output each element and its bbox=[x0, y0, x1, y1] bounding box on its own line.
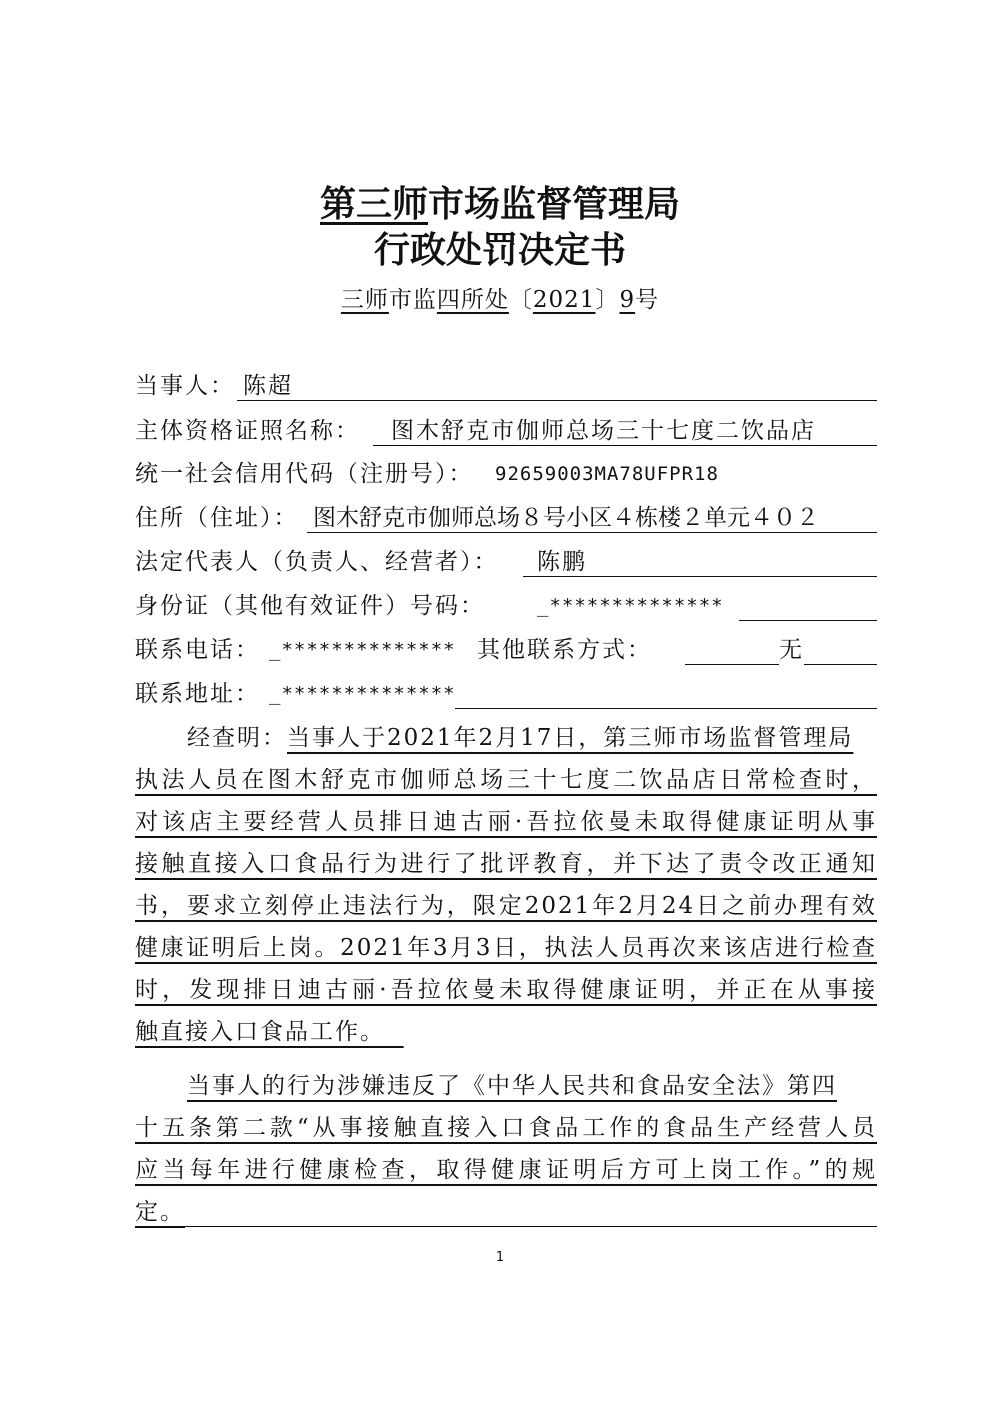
underline-rule bbox=[185, 1226, 877, 1227]
document-number bbox=[0, 282, 1000, 318]
doc-number-part: 〔 bbox=[508, 287, 533, 313]
page-number: 1 bbox=[495, 1250, 505, 1265]
findings-line: 接触直接入口食品行为进行了批评教育，并下达了责令改正通知 bbox=[135, 851, 877, 877]
doc-number-part: 号 bbox=[635, 287, 660, 313]
paragraph-line bbox=[135, 1149, 877, 1191]
paragraph-line bbox=[135, 843, 877, 885]
address-label: 住所（住址）： bbox=[135, 499, 301, 537]
findings-paragraph bbox=[135, 717, 877, 1053]
paragraph-line bbox=[135, 927, 877, 969]
id-number-field bbox=[135, 587, 877, 625]
findings-line: 健康证明后上岗。2021年3月3日，执法人员再次来该店进行检查 bbox=[135, 935, 877, 961]
paragraph-line bbox=[135, 1191, 877, 1233]
contact-address-value: _************** bbox=[269, 683, 456, 705]
phone-value: _************** bbox=[269, 639, 456, 661]
license-name-field bbox=[135, 412, 877, 450]
paragraph-line bbox=[135, 885, 877, 927]
agency-title-underlined: 第三师 bbox=[319, 183, 428, 225]
legal-rep-field bbox=[135, 543, 877, 581]
underline-rule bbox=[739, 620, 877, 621]
address-value: 图木舒克市伽师总场８号小区４栋楼２单元４０２ bbox=[313, 505, 819, 531]
doc-number-part: 三师 bbox=[340, 287, 389, 313]
findings-label: 经查明： bbox=[187, 725, 287, 751]
paragraph-line bbox=[135, 969, 877, 1011]
contact-address-label: 联系地址： bbox=[135, 675, 262, 713]
credit-code-label: 统一社会信用代码（注册号）： bbox=[135, 455, 476, 493]
party-name-value: 陈超 bbox=[243, 373, 293, 399]
credit-code-value: 92659003MA78UFPR18 bbox=[495, 463, 719, 485]
license-name-label: 主体资格证照名称： bbox=[135, 412, 362, 450]
other-contact-value: 无 bbox=[779, 631, 804, 669]
doc-number-part: 2021 bbox=[532, 287, 596, 313]
paragraph-line bbox=[135, 1011, 877, 1053]
phone-label: 联系电话： bbox=[135, 631, 262, 669]
findings-line: 对该店主要经营人员排日迪古丽·吾拉依曼未取得健康证明从事 bbox=[135, 809, 877, 835]
findings-line: 时，发现排日迪古丽·吾拉依曼未取得健康证明，并正在从事接 bbox=[135, 977, 877, 1003]
document-title: 行政处罚决定书 bbox=[373, 229, 626, 271]
agency-title-rest: 市场监督管理局 bbox=[428, 183, 681, 225]
findings-line: 书，要求立刻停止违法行为，限定2021年2月24日之前办理有效 bbox=[135, 893, 877, 919]
paragraph-line bbox=[135, 759, 877, 801]
paragraph-line bbox=[135, 717, 877, 759]
party-name-field bbox=[135, 367, 877, 405]
agency-title bbox=[0, 180, 1000, 228]
findings-line: 当事人于2021年2月17日，第三师市场监督管理局 bbox=[287, 725, 854, 751]
phone-field bbox=[135, 631, 877, 669]
underline-rule bbox=[455, 708, 877, 709]
paragraph-line bbox=[135, 1107, 877, 1149]
credit-code-field bbox=[135, 455, 877, 493]
paragraph-line bbox=[135, 801, 877, 843]
violation-paragraph bbox=[135, 1065, 877, 1233]
violation-line: 当事人的行为涉嫌违反了《中华人民共和食品安全法》第四 bbox=[187, 1073, 837, 1099]
legal-rep-label: 法定代表人（负责人、经营者）： bbox=[135, 543, 501, 581]
violation-line: 应当每年进行健康检查，取得健康证明后方可上岗工作。”的规 bbox=[135, 1157, 877, 1183]
violation-line: 定。 bbox=[135, 1199, 185, 1225]
party-name-label: 当事人： bbox=[135, 367, 237, 405]
findings-line: 触直接入口食品工作。 bbox=[135, 1019, 385, 1045]
id-number-label: 身份证（其他有效证件）号码： bbox=[135, 587, 487, 625]
legal-rep-value: 陈鹏 bbox=[537, 549, 587, 575]
findings-line: 执法人员在图木舒克市伽师总场三十七度二饮品店日常检查时， bbox=[135, 767, 877, 793]
underline-rule bbox=[235, 400, 877, 401]
violation-line: 十五条第二款“从事接触直接入口食品工作的食品生产经营人员 bbox=[135, 1115, 877, 1141]
other-contact-label: 其他联系方式： bbox=[473, 631, 656, 669]
doc-number-part: 〕 bbox=[595, 287, 620, 313]
doc-number-part: 市监 bbox=[388, 287, 437, 313]
license-name-value: 图木舒克市伽师总场三十七度二饮品店 bbox=[391, 418, 816, 444]
doc-number-part: 四所处 bbox=[436, 287, 509, 313]
paragraph-line bbox=[135, 1065, 877, 1107]
doc-number-part: 9 bbox=[619, 287, 636, 313]
address-field bbox=[135, 499, 877, 537]
id-number-value: _************** bbox=[537, 595, 724, 617]
contact-address-field bbox=[135, 675, 877, 713]
